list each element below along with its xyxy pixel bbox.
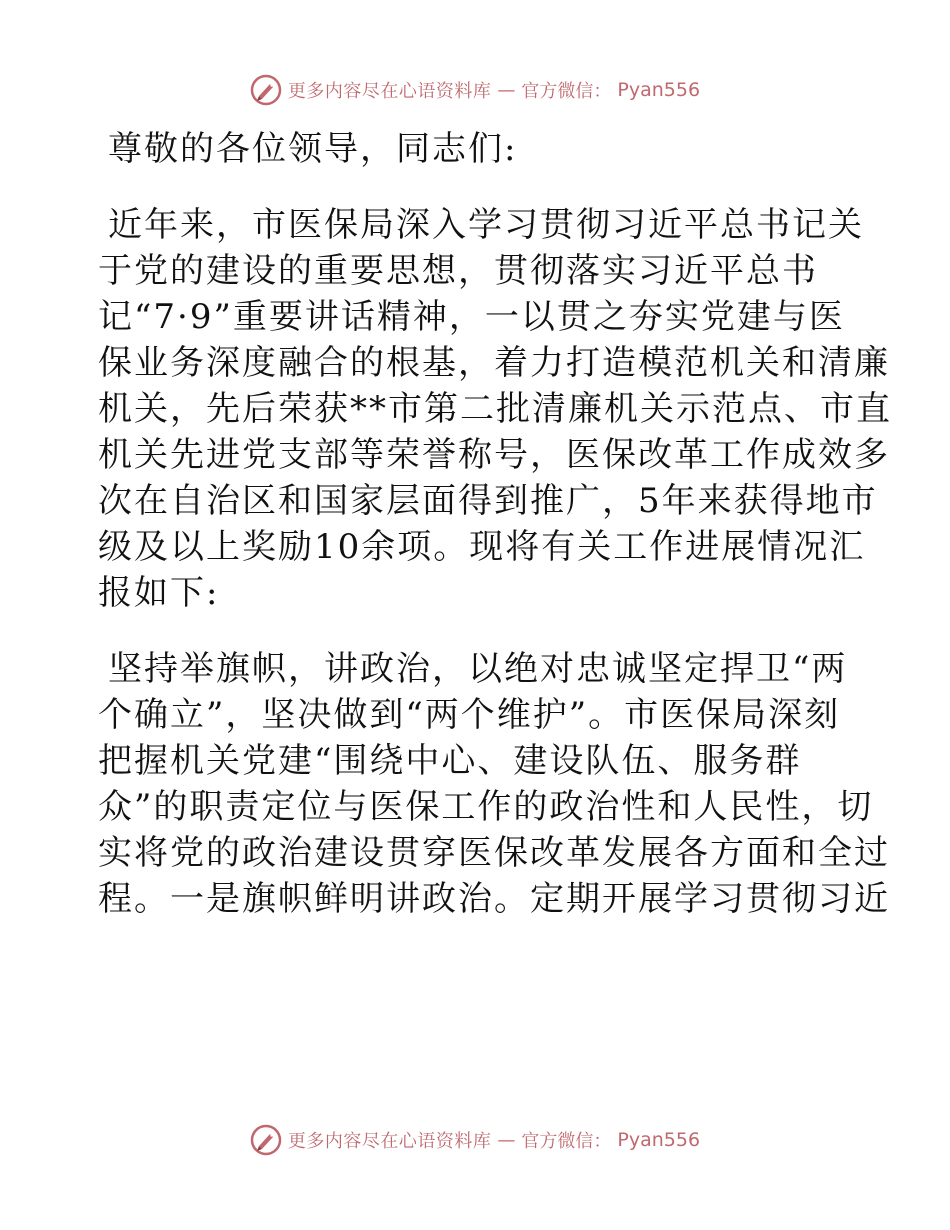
paragraph-line: 报如下: [98, 573, 220, 613]
watermark-dash: — [497, 1129, 516, 1151]
paragraph-line: 众”的职责定位与医保工作的政治性和人民性，切 [98, 787, 874, 827]
footer-watermark [0, 1124, 950, 1156]
paragraph-1 [98, 202, 892, 616]
pen-logo-icon [250, 1124, 282, 1156]
paragraph-line: 机关，先后荣获**市第二批清廉机关示范点、市直 [98, 389, 892, 429]
paragraph-line: 次在自治区和国家层面得到推广，5年来获得地市 [98, 481, 878, 521]
watermark-wechat-id: Pyan556 [617, 1129, 701, 1151]
watermark-text: 更多内容尽在心语资料库 [287, 1131, 492, 1152]
paragraph-line: 个确立”，坚决做到“两个维护”。市医保局深刻 [98, 695, 841, 735]
paragraph-line: 级及以上奖励10余项。现将有关工作进展情况汇 [98, 527, 866, 567]
watermark-text: 更多内容尽在心语资料库 [287, 81, 492, 102]
paragraph-line: 实将党的政治建设贯穿医保改革发展各方面和全过 [98, 833, 890, 873]
header-watermark [0, 74, 950, 106]
watermark-wechat-label: 官方微信： [521, 1131, 612, 1152]
salutation: 尊敬的各位领导，同志们: [108, 129, 518, 169]
paragraph-line: 记“7·9”重要讲话精神，一以贯之夯实党建与医 [98, 297, 845, 337]
paragraph-2 [98, 646, 890, 922]
paragraph-line: 坚持举旗帜，讲政治，以绝对忠诚坚定捍卫“两 [108, 649, 848, 689]
watermark-wechat-id: Pyan556 [617, 79, 701, 101]
paragraph-line: 机关先进党支部等荣誉称号，医保改革工作成效多 [98, 435, 890, 475]
paragraph-line: 保业务深度融合的根基，着力打造模范机关和清廉 [98, 343, 890, 383]
paragraph-line: 把握机关党建“围绕中心、建设队伍、服务群 [98, 741, 802, 781]
watermark-wechat-label: 官方微信： [521, 81, 612, 102]
document-body [98, 126, 892, 952]
watermark-dash: — [497, 79, 516, 101]
paragraph-line: 程。一是旗帜鲜明讲政治。定期开展学习贯彻习近 [98, 879, 890, 919]
pen-logo-icon [250, 74, 282, 106]
paragraph-line: 于党的建设的重要思想，贯彻落实习近平总书 [98, 251, 818, 291]
paragraph-line: 近年来，市医保局深入学习贯彻习近平总书记关 [108, 205, 864, 245]
